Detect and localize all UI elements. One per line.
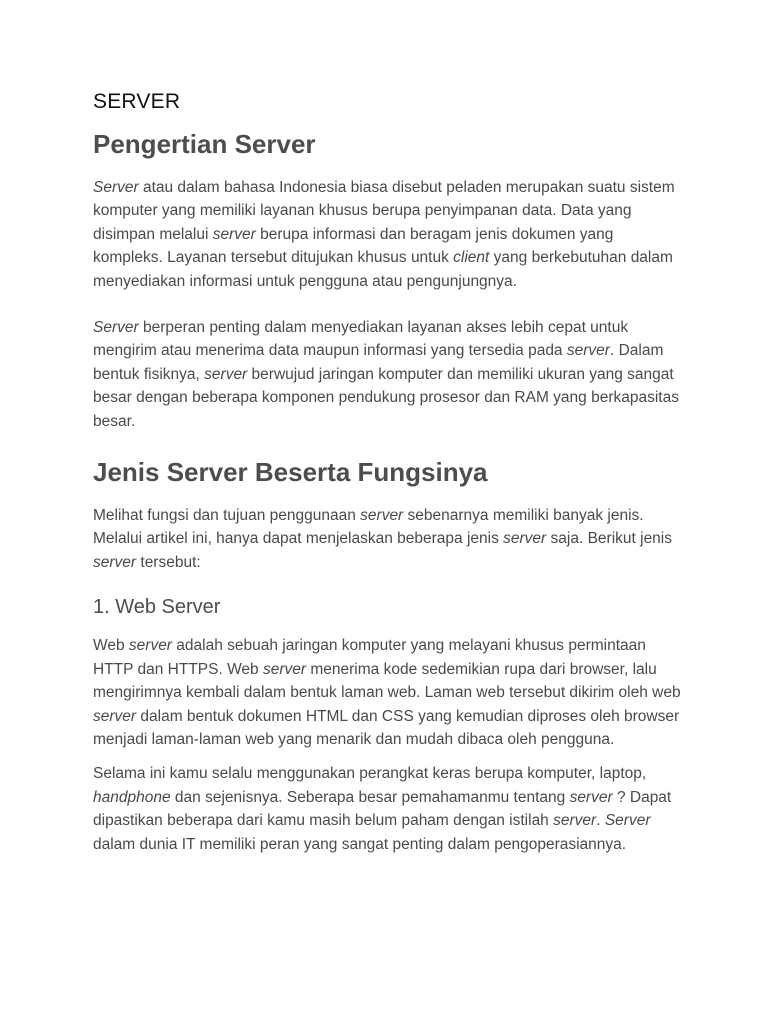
section-heading-pengertian: Pengertian Server xyxy=(93,129,316,159)
document-page xyxy=(93,88,683,867)
section-heading-jenis: Jenis Server Beserta Fungsinya xyxy=(93,457,488,488)
italic-term: server xyxy=(262,660,307,678)
paragraph: Selama ini kamu selalu menggunakan perangkat keras berupa komputer, laptop, handphone dan sejenisnya. Seberapa besar pemahamanmu tentang server ? Dapat dipastikan beberapa dari kamu masih belum paham dengan istilah server. Server dalam dunia IT memiliki peran yang sangat penting dalam pengoperasiannya. xyxy=(93,765,672,853)
italic-term: handphone xyxy=(93,788,171,806)
italic-term: Server xyxy=(604,812,651,830)
italic-term: server xyxy=(553,812,597,830)
italic-term: server xyxy=(566,342,610,360)
italic-term: server xyxy=(93,553,137,571)
italic-term: client xyxy=(453,249,490,267)
paragraph: Melihat fungsi dan tujuan penggunaan server sebenarnya memiliki banyak jenis. Melalui artikel ini, hanya dapat menjelaskan beberapa jenis server saja. Berikut jenis server tersebut: xyxy=(93,507,672,571)
document-title: SERVER xyxy=(93,90,181,113)
italic-term: server xyxy=(212,225,256,243)
paragraph: Web server adalah sebuah jaringan komputer yang melayani khusus permintaan HTTP dan HTTPS. Web server menerima kode sedemikian rupa dari browser, lalu mengirimnya kembali dalam bentuk laman web. Laman web tersebut dikirim oleh web server dalam bentuk dokumen HTML dan CSS yang kemudian diproses oleh browser menjadi laman-laman web yang menarik dan mudah dibaca oleh pengguna. xyxy=(93,637,681,748)
italic-term: server xyxy=(204,365,248,383)
paragraph: Server berperan penting dalam menyediakan layanan akses lebih cepat untuk mengirim atau menerima data maupun informasi yang tersedia pada server. Dalam bentuk fisiknya, server berwujud jaringan komputer dan memiliki ukuran yang sangat besar dengan beberapa komponen pendukung prosesor dan RAM yang berkapasitas besar. xyxy=(93,319,679,430)
italic-term: Server xyxy=(93,319,139,337)
paragraph: Server atau dalam bahasa Indonesia biasa disebut peladen merupakan suatu sistem komputer yang memiliki layanan khusus berupa penyimpanan data. Data yang disimpan melalui server berupa informasi dan beragam jenis dokumen yang kompleks. Layanan tersebut ditujukan khusus untuk client yang berkebutuhan dalam menyediakan informasi untuk pengguna atau pengunjungnya. xyxy=(93,179,675,290)
italic-term: server xyxy=(128,637,172,655)
italic-term: server xyxy=(93,707,137,725)
subsection-heading-web-server: 1. Web Server xyxy=(93,596,221,619)
italic-term: Server xyxy=(93,179,139,196)
italic-term: server xyxy=(503,530,547,548)
italic-term: server xyxy=(569,788,613,806)
italic-term: server xyxy=(360,507,404,525)
